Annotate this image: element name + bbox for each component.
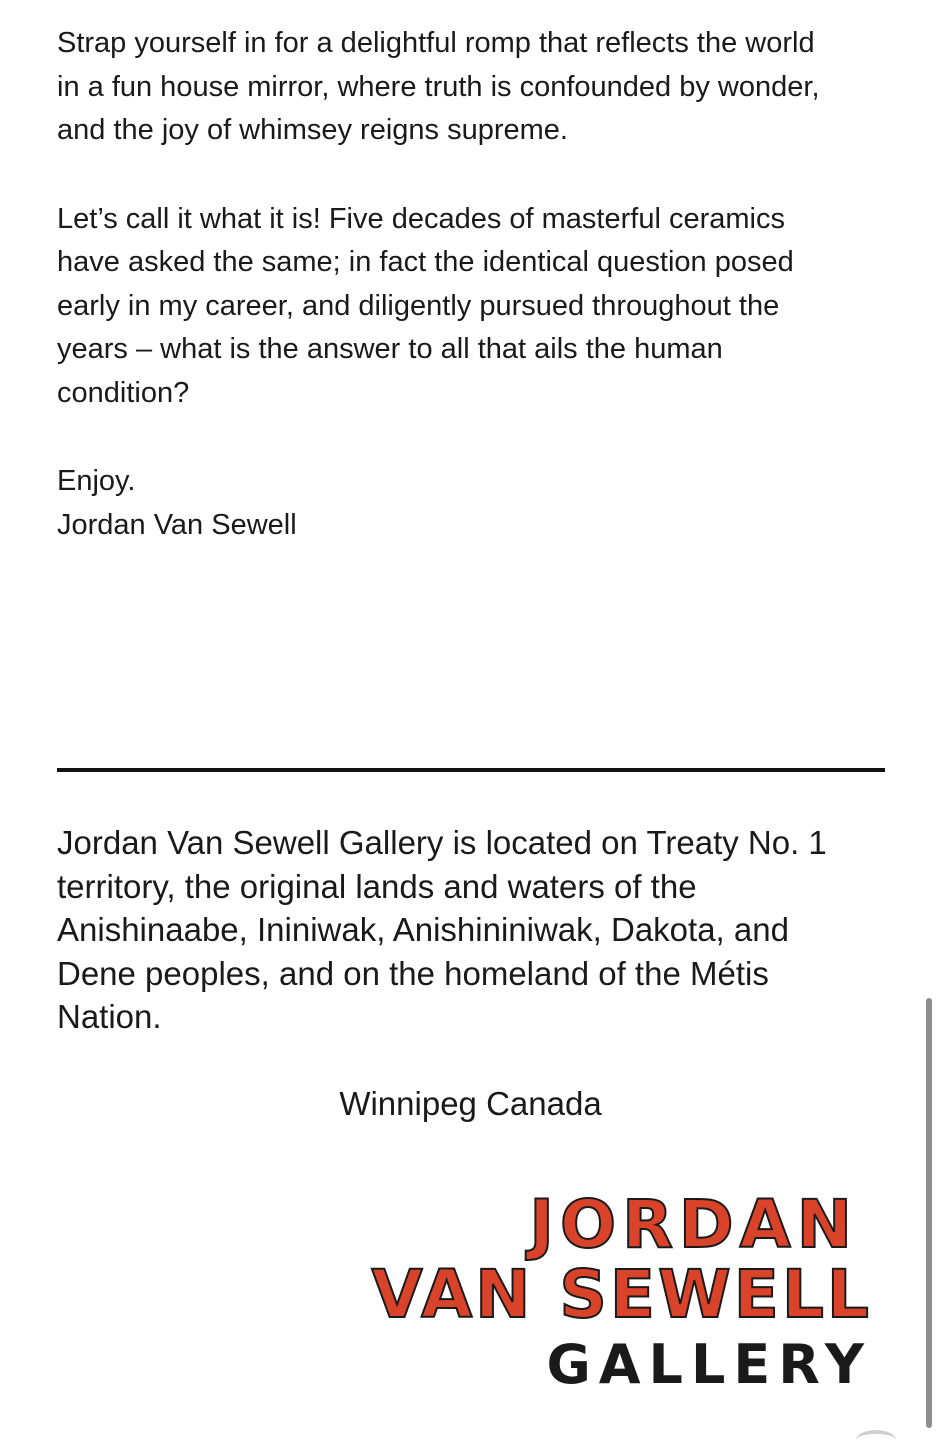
logo-line-van-sewell: VAN SEWELL bbox=[371, 1256, 872, 1333]
home-indicator bbox=[856, 1430, 896, 1450]
land-acknowledgement: Jordan Van Sewell Gallery is located on Treaty No. 1 territory, the original lands and waters of the Anishinaabe, Ininiwak, Anishininiwak, Dakota, and Dene peoples, and on the homeland of the Métis Nation. bbox=[57, 824, 827, 1035]
signature-text: Jordan Van Sewell bbox=[57, 508, 297, 541]
vertical-scrollbar[interactable] bbox=[926, 998, 932, 1428]
logo-line-gallery: GALLERY bbox=[546, 1333, 872, 1396]
letter-body bbox=[57, 22, 897, 547]
logo-line-jordan: JORDAN bbox=[529, 1186, 858, 1263]
intro-paragraph: Strap yourself in for a delightful romp that reflects the world in a fun house mirror, where truth is confounded by wonder, and the joy of whimsey reigns supreme. bbox=[57, 27, 820, 146]
question-paragraph: Let’s call it what it is! Five decades of masterful ceramics have asked the same; in fact the identical question posed early in my career, and diligently pursued throughout the years – what is the answer to all that ails the human condition? bbox=[57, 202, 794, 409]
gallery-logo bbox=[371, 1186, 880, 1400]
location-text: Winnipeg Canada bbox=[339, 1085, 602, 1122]
section-divider bbox=[57, 768, 885, 772]
closing-text: Enjoy. bbox=[57, 465, 136, 497]
